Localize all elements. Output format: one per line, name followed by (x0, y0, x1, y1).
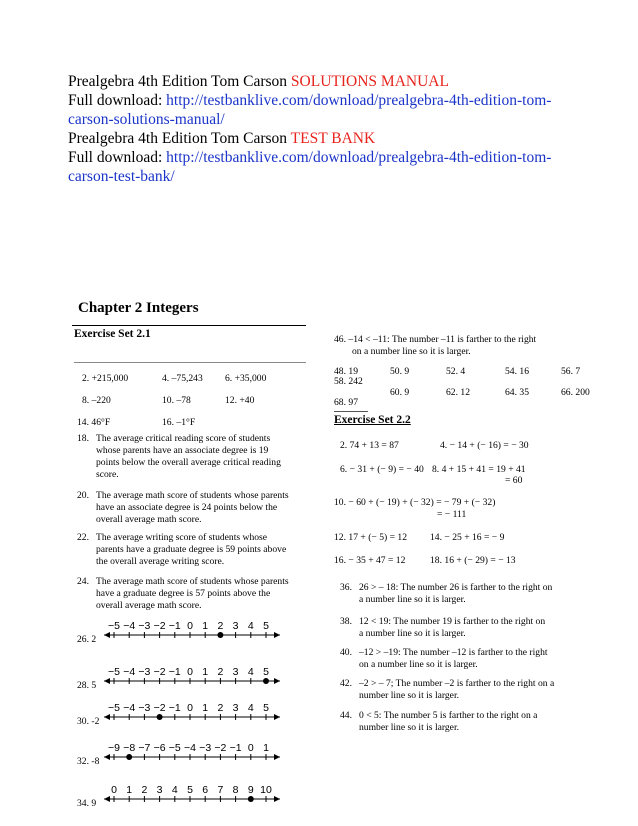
answer-e6: 6. − 31 + (− 9) = − 40 (340, 464, 424, 475)
number-line-svg (104, 782, 280, 808)
tick-label: −3 (138, 666, 151, 678)
number-line-26 (104, 618, 280, 644)
divider (74, 362, 306, 363)
number-line-30 (104, 700, 280, 726)
answer-text: 26 > – 18: The number 26 is farther to the right on (359, 582, 553, 593)
answer-32-label: 32. -8 (77, 756, 100, 767)
solutions-link-part1[interactable]: http://testbanklive.com/download/prealgebra-4th-edition-tom- (166, 92, 552, 109)
answer-number: 42. (340, 678, 352, 689)
answer-text: have a graduate degree is 57 points above the (96, 588, 271, 599)
tick-label: −8 (123, 742, 136, 754)
answer-number: 38. (340, 616, 352, 627)
answer-text: have an associate degree is 24 points below the (96, 502, 278, 513)
answer-60: 60. 9 (390, 387, 410, 398)
tick-label: 4 (247, 702, 254, 714)
answer-6: 6. +35,000 (225, 373, 267, 384)
tick-label: 7 (217, 784, 224, 796)
tick-label: −1 (168, 666, 181, 678)
answer-number: 22. (77, 532, 89, 543)
answer-30-label: 30. -2 (77, 716, 100, 727)
tick-label: 5 (187, 784, 193, 796)
left-arrow-icon (104, 678, 110, 684)
tick-label: −7 (138, 742, 151, 754)
answer-text: on a number line so it is larger. (359, 659, 478, 670)
tick-label: −3 (138, 702, 151, 714)
answer-10: 10. –78 (162, 395, 191, 406)
answer-64: 64. 35 (505, 387, 529, 398)
tick-label: −3 (138, 620, 151, 632)
answer-text: overall average math score. (96, 514, 202, 525)
answer-54: 54. 16 (505, 366, 529, 377)
tick-label: 1 (202, 620, 209, 632)
answer-text: The average critical reading score of students (96, 433, 271, 444)
plotted-point (126, 754, 132, 760)
testbank-link-part2[interactable]: carson-test-bank/ (68, 168, 175, 185)
number-line-svg (104, 618, 280, 644)
answer-text: The average writing score of students whose (96, 532, 268, 543)
answer-66: 66. 200 (561, 387, 590, 398)
tick-label: −1 (168, 702, 181, 714)
answer-text: score. (96, 469, 119, 480)
number-line-28 (104, 664, 280, 690)
answer-number: 36. (340, 582, 352, 593)
answer-text: points below the overall average critical reading (96, 457, 281, 468)
test-bank-label: TEST BANK (290, 130, 376, 147)
download-label: Full download: (68, 92, 167, 109)
answer-50: 50. 9 (390, 366, 410, 377)
answer-2: 2. +215,000 (82, 373, 129, 384)
answer-22 (77, 532, 317, 568)
left-arrow-icon (104, 714, 110, 720)
number-line-34 (104, 782, 280, 808)
answer-40 (340, 647, 602, 671)
tick-label: 1 (202, 702, 209, 714)
exercise-set-2-2: Exercise Set 2.2 (334, 414, 411, 426)
answer-e14: 14. − 25 + 16 = − 9 (430, 532, 505, 543)
header-line-6 (68, 167, 175, 186)
tick-label: 4 (247, 620, 254, 632)
answer-text: parents have a graduate degree is 59 points above (96, 544, 287, 555)
tick-label: 3 (156, 784, 163, 796)
answer-text: overall average math score. (96, 600, 202, 611)
answer-36 (340, 582, 602, 606)
answer-26-label: 26. 2 (77, 634, 97, 645)
answer-20 (77, 490, 317, 526)
answer-12: 12. +40 (225, 395, 255, 406)
header-line-3 (68, 110, 225, 129)
plotted-point (248, 796, 254, 802)
header-title-2: Prealgebra 4th Edition Tom Carson (68, 130, 291, 147)
tick-label: −5 (108, 702, 120, 714)
right-arrow-icon (274, 714, 280, 720)
solutions-link-part2[interactable]: carson-solutions-manual/ (68, 111, 225, 128)
answer-48: 48. 19 (334, 366, 358, 377)
tick-label: −4 (123, 666, 136, 678)
answer-14: 14. 46°F (77, 417, 111, 428)
answer-44 (340, 710, 602, 734)
tick-label: 3 (232, 702, 239, 714)
header-line-5 (68, 148, 551, 167)
tick-label: −2 (214, 742, 227, 754)
answer-52: 52. 4 (446, 366, 466, 377)
tick-label: −1 (229, 742, 242, 754)
left-arrow-icon (104, 632, 110, 638)
answer-68: 68. 97 (334, 397, 358, 408)
tick-label: −1 (168, 620, 181, 632)
number-line-32 (104, 740, 280, 766)
answer-18 (77, 433, 317, 481)
header-title: Prealgebra 4th Edition Tom Carson (68, 73, 291, 90)
answer-28-label: 28. 5 (77, 680, 97, 691)
answer-4: 4. –75,243 (162, 373, 203, 384)
tick-label: 1 (126, 784, 133, 796)
tick-label: −2 (153, 666, 166, 678)
right-arrow-icon (274, 796, 280, 802)
answer-16: 16. –1°F (162, 417, 196, 428)
answer-58: 58. 242 (334, 376, 363, 387)
answer-text: a number line so it is larger. (359, 594, 466, 605)
plotted-point (217, 632, 223, 638)
answer-e4: 4. − 14 + (− 16) = − 30 (440, 440, 529, 451)
left-arrow-icon (104, 796, 110, 802)
answer-text: The average math score of students whose parents (96, 490, 289, 501)
answer-text: the overall average writing score. (96, 556, 225, 567)
answer-number: 18. (77, 433, 89, 444)
tick-label: −5 (108, 666, 120, 678)
answer-38 (340, 616, 602, 640)
header-line-2 (68, 91, 551, 110)
tick-label: 8 (232, 784, 239, 796)
answer-text: –2 > – 7; The number –2 is farther to the right on a (359, 678, 555, 689)
tick-label: 4 (171, 784, 178, 796)
header-line-4 (68, 129, 375, 148)
right-arrow-icon (274, 754, 280, 760)
tick-label: 6 (202, 784, 209, 796)
tick-label: −6 (153, 742, 166, 754)
tick-label: 4 (247, 666, 254, 678)
number-line-svg (104, 740, 280, 766)
answer-e18: 18. 16 + (− 29) = − 13 (430, 555, 516, 566)
tick-label: 3 (232, 620, 239, 632)
tick-label: 3 (232, 666, 239, 678)
answer-number: 40. (340, 647, 352, 658)
tick-label: −4 (123, 702, 136, 714)
answer-34-label: 34. 9 (77, 798, 97, 809)
answer-number: 20. (77, 490, 89, 501)
answer-text: The average math score of students whose parents (96, 576, 289, 587)
tick-label: −9 (108, 742, 120, 754)
answer-text: –12 > –19: The number –12 is farther to the right (359, 647, 548, 658)
answer-e10-cont: = − 111 (437, 509, 467, 520)
answer-number: 24. (77, 576, 89, 587)
answer-text: whose parents have an associate degree is 19 (96, 445, 269, 456)
tick-label: −3 (199, 742, 212, 754)
divider (334, 411, 368, 412)
tick-label: −2 (153, 702, 166, 714)
tick-label: −4 (123, 620, 136, 632)
tick-label: 0 (187, 620, 193, 632)
right-arrow-icon (274, 632, 280, 638)
answer-56: 56. 7 (561, 366, 581, 377)
divider (72, 325, 306, 326)
answer-text: a number line so it is larger. (359, 628, 466, 639)
tick-label: −4 (184, 742, 196, 754)
answer-46-cont: on a number line so it is larger. (352, 346, 471, 357)
tick-label: 1 (202, 666, 209, 678)
tick-label: 2 (141, 784, 148, 796)
solutions-manual-label: SOLUTIONS MANUAL (290, 73, 449, 90)
tick-label: −5 (168, 742, 181, 754)
tick-label: 5 (263, 620, 269, 632)
header-line-1 (68, 72, 449, 91)
tick-label: 9 (247, 784, 254, 796)
tick-label: −5 (108, 620, 120, 632)
tick-label: 2 (217, 666, 224, 678)
answer-46: 46. –14 < –11: The number –11 is farther to the right (334, 334, 537, 345)
tick-label: 0 (247, 742, 254, 754)
answer-62: 62. 12 (446, 387, 470, 398)
tick-label: 10 (260, 784, 272, 796)
exercise-set-2-1: Exercise Set 2.1 (74, 328, 151, 340)
download-label-2: Full download: (68, 149, 167, 166)
plotted-point (263, 678, 269, 684)
tick-label: −2 (153, 620, 166, 632)
answer-e12: 12. 17 + (− 5) = 12 (334, 532, 407, 543)
tick-label: 5 (263, 702, 269, 714)
tick-label: 0 (111, 784, 117, 796)
tick-label: 2 (217, 620, 224, 632)
answer-8: 8. –220 (82, 395, 111, 406)
answer-text: number line so it is larger. (359, 722, 460, 733)
tick-label: 5 (263, 666, 269, 678)
number-line-svg (104, 664, 280, 690)
answer-text: 0 < 5: The number 5 is farther to the right on a (359, 710, 538, 721)
tick-label: 0 (187, 666, 193, 678)
left-arrow-icon (104, 754, 110, 760)
tick-label: 0 (187, 702, 193, 714)
answer-42 (340, 678, 602, 702)
tick-label: 1 (263, 742, 269, 754)
answer-e16: 16. − 35 + 47 = 12 (334, 555, 406, 566)
right-arrow-icon (274, 678, 280, 684)
answer-e2: 2. 74 + 13 = 87 (340, 440, 399, 451)
answer-e8: 8. 4 + 15 + 41 = 19 + 41 (432, 464, 526, 475)
testbank-link-part1[interactable]: http://testbanklive.com/download/prealgebra-4th-edition-tom- (166, 149, 552, 166)
answer-text: 12 < 19: The number 19 is farther to the right on (359, 616, 546, 627)
answer-e8-cont: = 60 (505, 475, 523, 486)
chapter-title: Chapter 2 Integers (78, 300, 199, 316)
answer-e10: 10. − 60 + (− 19) + (− 32) = − 79 + (− 32) (334, 497, 496, 508)
tick-label: 2 (217, 702, 224, 714)
plotted-point (157, 714, 163, 720)
answer-number: 44. (340, 710, 352, 721)
answer-24 (77, 576, 317, 612)
number-line-svg (104, 700, 280, 726)
answer-text: number line so it is larger. (359, 690, 460, 701)
